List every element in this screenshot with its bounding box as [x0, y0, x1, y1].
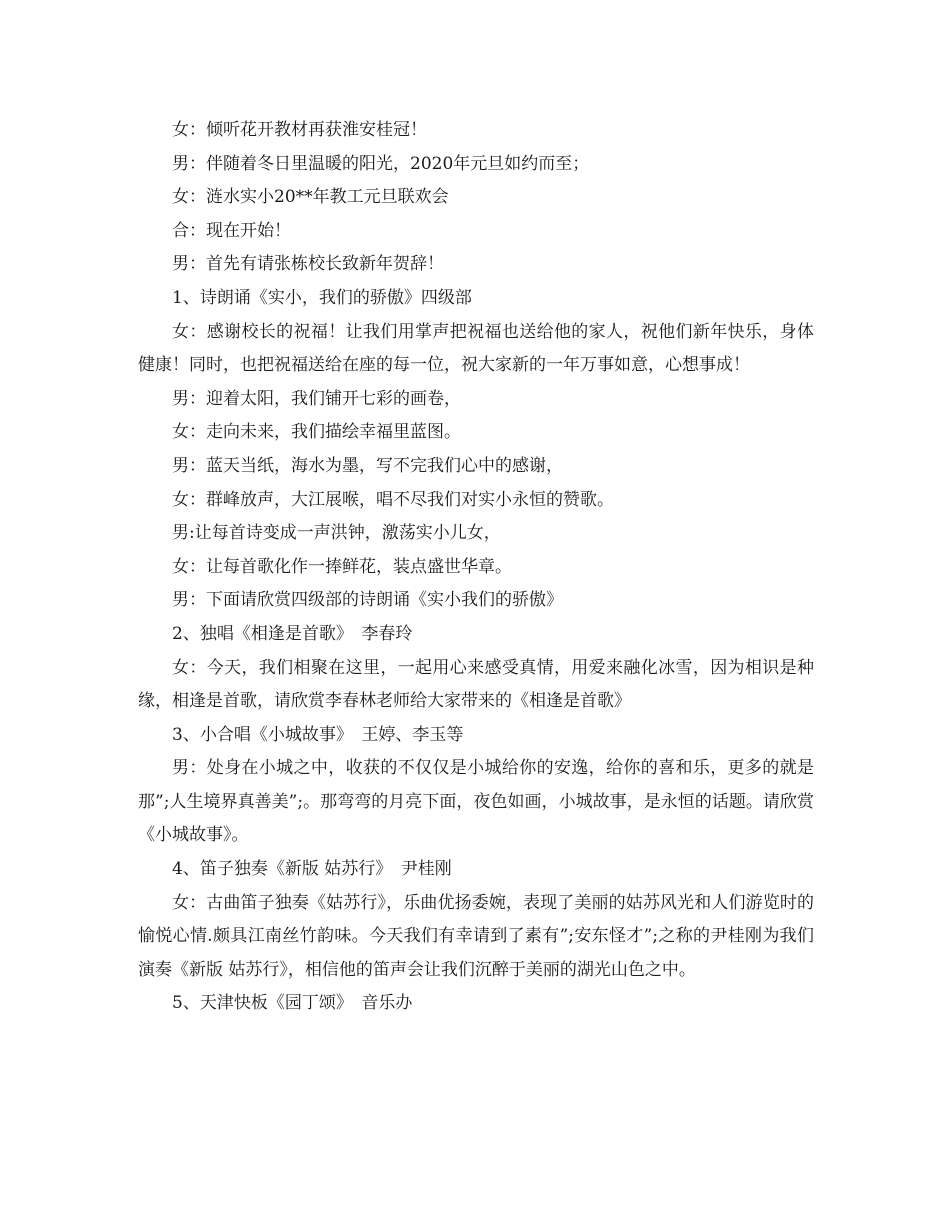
paragraph-2: 男：伴随着冬日里温暖的阳光，2020年元旦如约而至；: [172, 153, 590, 174]
program-item-4: 4、笛子独奏《新版 姑苏行》 尹桂刚: [172, 859, 452, 880]
program-item-1: 1、诗朗诵《实小，我们的骄傲》四级部: [172, 287, 472, 308]
paragraph-4: 合：现在开始！: [172, 220, 291, 241]
paragraph-3: 女：涟水实小20**年教工元旦联欢会: [172, 187, 449, 208]
paragraph-13: 女：让每首歌化作一捧鲜花，装点盛世华章。: [172, 556, 512, 577]
paragraph-18: 男：处身在小城之中，收获的不仅仅是小城给你的安逸，给你的喜和乐，更多的就是那”;人生境界真善美”;。那弯弯的月亮下面，夜色如画，小城故事，是永恒的话题。请欣赏《小城故事》。: [138, 758, 814, 846]
paragraph-5: 男：首先有请张栋校长致新年贺辞！: [172, 254, 444, 275]
paragraph-11: 女：群峰放声，大江展喉，唱不尽我们对实小永恒的赞歌。: [172, 489, 614, 510]
document-body: [138, 114, 814, 1021]
paragraph-14: 男：下面请欣赏四级部的诗朗诵《实小我们的骄傲》: [172, 590, 563, 611]
program-item-3: 3、小合唱《小城故事》 王婷、李玉等: [172, 724, 464, 745]
paragraph-1: 女：倾听花开教材再获淮安桂冠！: [172, 120, 427, 140]
paragraph-9: 女：走向未来，我们描绘幸福里蓝图。: [172, 422, 461, 443]
paragraph-12: 男:让每首诗变成一声洪钟，激荡实小儿女，: [172, 523, 501, 544]
paragraph-16: 女：今天，我们相聚在这里，一起用心来感受真情，用爱来融化冰雪，因为相识是种缘，相逢是首歌，请欣赏李春林老师给大家带来的《相逢是首歌》: [138, 657, 814, 712]
paragraph-20: 女：古曲笛子独奏《姑苏行》，乐曲优扬委婉，表现了美丽的姑苏风光和人们游览时的愉悦心情.颇具江南丝竹韵味。今天我们有幸请到了素有”;安东怪才”;之称的尹桂刚为我们演奏《新版 姑苏行》，相信他的笛声会让我们沉醉于美丽的湖光山色之中。: [138, 892, 814, 980]
paragraph-7: 女：感谢校长的祝福！让我们用掌声把祝福也送给他的家人，祝他们新年快乐，身体健康！同时，也把祝福送给在座的每一位，祝大家新的一年万事如意，心想事成！: [138, 321, 814, 376]
paragraph-8: 男：迎着太阳，我们铺开七彩的画卷，: [172, 388, 461, 409]
program-item-2: 2、独唱《相逢是首歌》 李春玲: [172, 623, 413, 644]
paragraph-10: 男：蓝天当纸，海水为墨，写不完我们心中的感谢，: [172, 455, 563, 476]
program-item-5: 5、天津快板《园丁颂》 音乐办: [172, 993, 413, 1014]
